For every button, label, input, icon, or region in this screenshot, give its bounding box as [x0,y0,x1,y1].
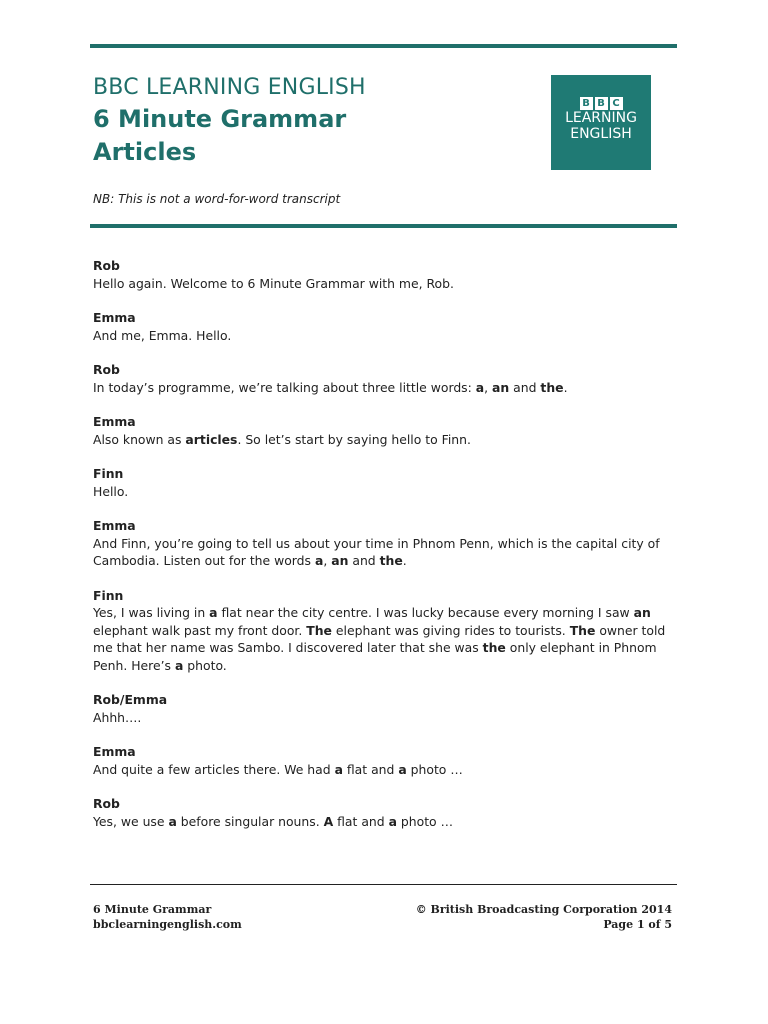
emphasized-word: articles [185,431,238,447]
transcript-turn [93,743,683,778]
bbc-learning-english-logo [551,75,651,170]
spoken-line: Also known as articles. So let’s start by saying hello to Finn. [93,431,471,447]
emphasized-word: a [334,761,343,777]
footer-site: bbclearningenglish.com [93,918,242,931]
header-divider [90,224,677,228]
emphasized-word: a [168,813,177,829]
spoken-line: And quite a few articles there. We had a flat and a photo … [93,761,463,777]
speaker-name: Rob [93,258,120,273]
emphasized-word: a [398,761,407,777]
transcript-turn [93,309,683,344]
footer-rule [90,884,677,885]
transcript-turn [93,465,683,500]
transcript-turn [93,257,683,292]
document-subtitle: Articles [93,138,197,166]
spoken-line: Hello. [93,483,129,499]
footer-left [93,902,242,932]
emphasized-word: the [482,640,506,655]
emphasized-word: A [323,813,334,829]
speaker-name: Emma [93,414,136,429]
bbc-block-b1: B [580,97,593,110]
emphasized-word: a [314,553,324,568]
speaker-name: Finn [93,587,124,603]
transcript-turn [93,587,683,675]
speaker-name: Emma [93,518,136,533]
emphasized-word: a [209,605,218,620]
emphasized-word: the [540,379,564,395]
spoken-line: In today’s programme, we’re talking about three little words: a, an and the. [93,379,568,395]
bbc-block-b2: B [595,97,608,110]
transcript-turn [93,517,683,570]
document-header [93,74,366,169]
footer-right [416,902,672,932]
spoken-line: Ahhh…. [93,709,142,725]
emphasized-word: a [174,657,184,673]
spoken-line: Yes, I was living in a flat near the city centre. I was lucky because every morning I saw an elephant walk past my front door. The elephant was giving rides to tourists. The owner told me that her name was Sambo. I discovered later that she was the only elephant in Phnom Penh. Here’s a photo. [93,605,666,673]
spoken-line: And Finn, you’re going to tell us about your time in Phnom Penn, which is the capital city of Cambodia. Listen out for the words a, an and the. [93,535,660,568]
spoken-line: Yes, we use a before singular nouns. A flat and a photo … [93,813,453,829]
bbc-block-c: C [610,97,623,110]
speaker-name: Rob [93,796,120,811]
spoken-line: And me, Emma. Hello. [93,327,232,343]
transcript-turn [93,795,683,830]
emphasized-word: a [475,379,485,395]
org-name: BBC LEARNING ENGLISH [93,75,366,100]
emphasized-word: an [331,553,349,568]
transcript-turn [93,691,683,726]
emphasized-word: a [388,813,397,829]
emphasized-word: the [379,553,403,568]
transcript [93,257,683,847]
emphasized-word: an [492,379,510,395]
speaker-name: Emma [93,744,136,759]
speaker-name: Finn [93,466,124,481]
bbc-blocks [551,97,651,110]
spoken-line: Hello again. Welcome to 6 Minute Grammar with me, Rob. [93,275,454,291]
speaker-name: Rob/Emma [93,692,168,707]
top-rule [90,44,677,48]
page-number: Page 1 of 5 [603,918,672,931]
emphasized-word: an [633,605,651,620]
logo-line-1: LEARNING [565,110,637,126]
transcript-note: NB: This is not a word-for-word transcript [93,192,341,206]
speaker-name: Emma [93,310,136,325]
emphasized-word: The [306,622,332,638]
footer-title: 6 Minute Grammar [93,903,212,916]
footer-copyright: © British Broadcasting Corporation 2014 [415,903,672,916]
speaker-name: Rob [93,362,120,377]
transcript-turn [93,413,683,448]
logo-line-2: ENGLISH [570,126,632,142]
emphasized-word: The [569,622,596,638]
document-title: 6 Minute Grammar [93,105,347,133]
transcript-turn [93,361,683,396]
